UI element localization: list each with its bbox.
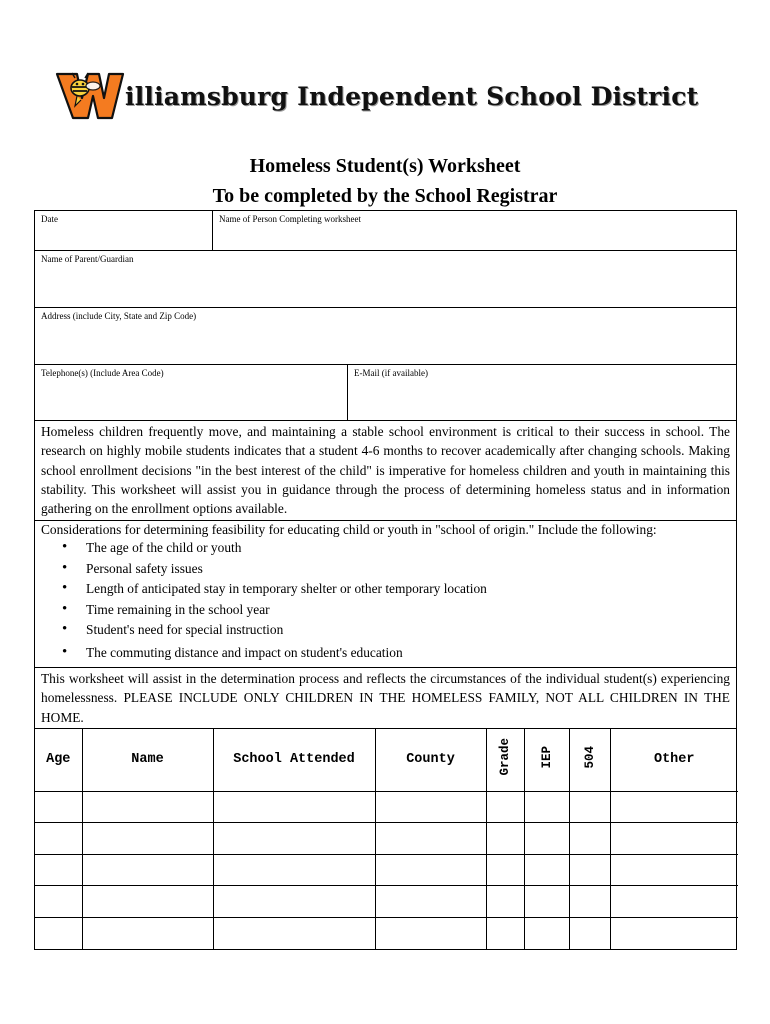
students-table — [35, 729, 738, 949]
table-cell[interactable] — [569, 823, 610, 855]
list-item: • The commuting distance and impact on student's education — [35, 645, 487, 666]
table-cell[interactable] — [569, 886, 610, 918]
table-cell[interactable] — [610, 886, 738, 918]
parent-guardian-field[interactable] — [35, 251, 736, 308]
date-row — [35, 211, 736, 251]
school-logo-icon — [55, 70, 125, 122]
table-cell[interactable] — [213, 823, 375, 855]
table-cell[interactable] — [610, 917, 738, 949]
table-cell[interactable] — [82, 791, 213, 823]
table-row — [35, 917, 738, 949]
table-cell[interactable] — [375, 886, 486, 918]
table-cell[interactable] — [524, 823, 569, 855]
table-cell[interactable] — [82, 917, 213, 949]
table-cell[interactable] — [486, 917, 524, 949]
table-cell[interactable] — [213, 854, 375, 886]
considerations-list — [35, 540, 487, 665]
list-item: • The age of the child or youth — [35, 540, 487, 561]
district-name: illiamsburg Independent School District — [125, 82, 699, 111]
table-cell[interactable] — [486, 854, 524, 886]
date-field[interactable] — [35, 211, 213, 250]
table-cell[interactable] — [524, 854, 569, 886]
table-cell[interactable] — [610, 823, 738, 855]
table-cell[interactable] — [375, 791, 486, 823]
col-header-iep — [524, 729, 569, 791]
col-header-school: School Attended — [213, 729, 375, 791]
list-item: • Personal safety issues — [35, 561, 487, 582]
table-cell[interactable] — [569, 791, 610, 823]
considerations-section — [35, 521, 736, 668]
table-cell[interactable] — [35, 823, 82, 855]
table-cell[interactable] — [375, 854, 486, 886]
table-cell[interactable] — [610, 854, 738, 886]
table-cell[interactable] — [569, 917, 610, 949]
parent-guardian-label: Name of Parent/Guardian — [41, 254, 134, 264]
table-header-row — [35, 729, 738, 791]
email-label: E-Mail (if available) — [354, 368, 428, 378]
table-row — [35, 823, 738, 855]
col-header-other: Other — [610, 729, 738, 791]
address-field[interactable] — [35, 308, 736, 365]
col-header-504 — [569, 729, 610, 791]
considerations-lead: Considerations for determining feasibility for educating child or youth in "school of origin." Include the following: — [41, 522, 657, 537]
address-label: Address (include City, State and Zip Code) — [41, 311, 197, 321]
table-cell[interactable] — [524, 917, 569, 949]
table-cell[interactable] — [35, 854, 82, 886]
table-cell[interactable] — [375, 823, 486, 855]
table-cell[interactable] — [35, 886, 82, 918]
table-cell[interactable] — [82, 886, 213, 918]
table-cell[interactable] — [213, 791, 375, 823]
intro-paragraph: Homeless children frequently move, and maintaining a stable school environment is critical to their success in school. The research on highly mobile students indicates that a student 4-6 months to recover academically after changing schools. Making school enrollment decisions "in the best interest of the child" is imperative for homeless children and youth in maintaining this stability. This worksheet will assist you in guidance through the process of determining homeless status and in information gathering on the enrollment options available. — [35, 421, 736, 521]
table-cell[interactable] — [35, 917, 82, 949]
person-completing-field[interactable] — [213, 211, 736, 250]
table-row — [35, 886, 738, 918]
table-cell[interactable] — [486, 886, 524, 918]
iep-header-text: IEP — [539, 745, 554, 769]
col-header-age: Age — [35, 729, 82, 791]
assist-paragraph: This worksheet will assist in the determination process and reflects the circumstances of the individual student(s) experiencing homelessness. PLEASE INCLUDE ONLY CHILDREN IN THE HOMELESS FAMILY, NOT ALL CHILDREN IN THE HOME. — [35, 668, 736, 729]
table-cell[interactable] — [213, 917, 375, 949]
table-row — [35, 854, 738, 886]
date-label: Date — [41, 214, 58, 224]
table-cell[interactable] — [82, 823, 213, 855]
email-field[interactable] — [348, 365, 736, 420]
table-row — [35, 791, 738, 823]
table-cell[interactable] — [610, 791, 738, 823]
table-cell[interactable] — [82, 854, 213, 886]
list-item: • Time remaining in the school year — [35, 602, 487, 623]
grade-header-text: Grade — [498, 738, 512, 776]
table-cell[interactable] — [35, 791, 82, 823]
table-cell[interactable] — [375, 917, 486, 949]
table-cell[interactable] — [524, 886, 569, 918]
col-header-grade — [486, 729, 524, 791]
col-header-name: Name — [82, 729, 213, 791]
table-cell[interactable] — [486, 791, 524, 823]
telephone-field[interactable] — [35, 365, 348, 420]
person-completing-label: Name of Person Completing worksheet — [219, 214, 361, 224]
worksheet-title: Homeless Student(s) Worksheet — [249, 155, 521, 177]
table-cell[interactable] — [569, 854, 610, 886]
letterhead — [55, 68, 725, 128]
s504-header-text: 504 — [582, 745, 597, 769]
telephone-label: Telephone(s) (Include Area Code) — [41, 368, 164, 378]
contact-row — [35, 365, 736, 421]
students-table-row — [35, 729, 736, 949]
list-item: • Student's need for special instruction — [35, 622, 487, 643]
table-cell[interactable] — [524, 791, 569, 823]
table-cell[interactable] — [213, 886, 375, 918]
col-header-county: County — [375, 729, 486, 791]
table-cell[interactable] — [486, 823, 524, 855]
worksheet-form — [34, 210, 737, 950]
list-item: • Length of anticipated stay in temporary shelter or other temporary location — [35, 581, 487, 602]
worksheet-subtitle: To be completed by the School Registrar — [212, 185, 558, 207]
